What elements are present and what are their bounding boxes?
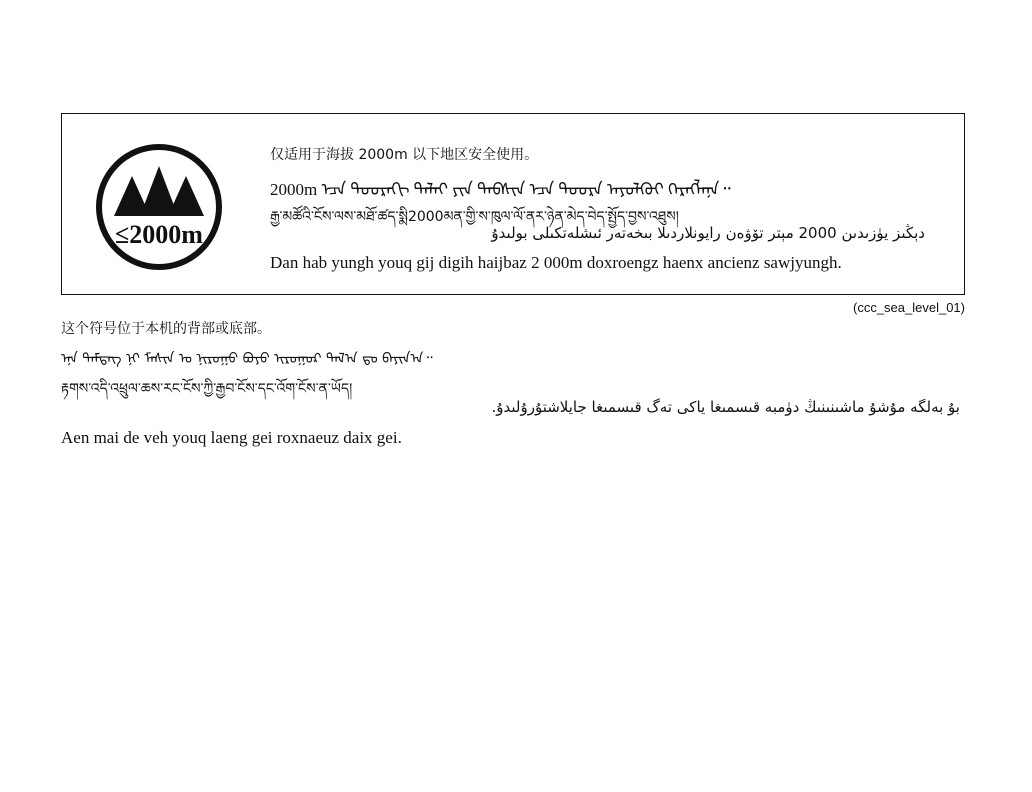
body-tibetan-text: རྟགས་འདི་འཕྲུལ་ཆས་རང་ངོས་ཀྱི་རྒྱབ་ངོས་དང་འོག་ངོས་ན་ཡོད། xyxy=(61,381,353,397)
box-tibetan-text: རྒྱ་མཚོའི་ངོས་ལས་མཐོ་ཚད་སྨི2000མན་གྱི་ས་ཁུལ་ལོ་ནར་ཉེན་མེད་བེད་སྤྱོད་བྱས་འཐུས། xyxy=(270,209,679,225)
body-mongolian-text: ᠡᠨᠡ ᠲᠡᠮᠳᠡᠭ ᠨᠢ ᠮᠠᠰᠢᠨ ᠤ ᠨᠢᠷᠤᠭᠤ ᠪᠤᠶᠤ ᠢᠷᠤᠭᠤᠷ ᠲᠠᠯ᠎ᠠ ᠳᠤ ᠪᠠᠶᠢᠨ᠎ᠠ᠃ xyxy=(61,351,433,367)
body-chinese-text: 这个符号位于本机的背部或底部。 xyxy=(61,321,271,337)
altitude-2000m-mountain-icon xyxy=(96,144,222,270)
box-chinese-text: 仅适用于海拔 2000m 以下地区安全使用。 xyxy=(270,147,539,163)
box-uyghur-text: دېڭىز يۈزىدىن 2000 مېتر تۆۋەن رايونلاردىلا بىخەتەر ئىشلەتكىلى بولىدۇ xyxy=(491,224,925,242)
body-uyghur-text: بۇ بەلگە مۇشۇ ماشىنىنىڭ دۈمبە قىسمىغا ياكى تەگ قىسمىغا جايلاشتۇرۇلىدۇ. xyxy=(491,398,960,416)
box-zhuang-text: Dan hab yungh youq gij digih haijbaz 2 000m doxroengz haenx ancienz sawjyungh. xyxy=(270,253,842,272)
altitude-warning-box xyxy=(61,113,965,295)
symbol-label: ≤2000m xyxy=(115,220,203,249)
figure-caption: (ccc_sea_level_01) xyxy=(852,300,965,315)
box-mongolian-text: 2000m ᠡᠴᠡ ᠳᠣᠣᠷᠠᠬᠢ ᠳᠠᠯᠠᠢ ᠶᠢᠨ ᠲᠡᠪᠰᠢᠨ ᠡᠴᠡ ᠳᠣᠣᠷᠠ ᠠᠶᠤᠯᠭᠦᠢ ᠬᠡᠷᠡᠭᠯᠡᠨᠡ᠃ xyxy=(270,180,731,199)
body-zhuang-text: Aen mai de veh youq laeng gei roxnaeuz daix gei. xyxy=(61,428,402,447)
